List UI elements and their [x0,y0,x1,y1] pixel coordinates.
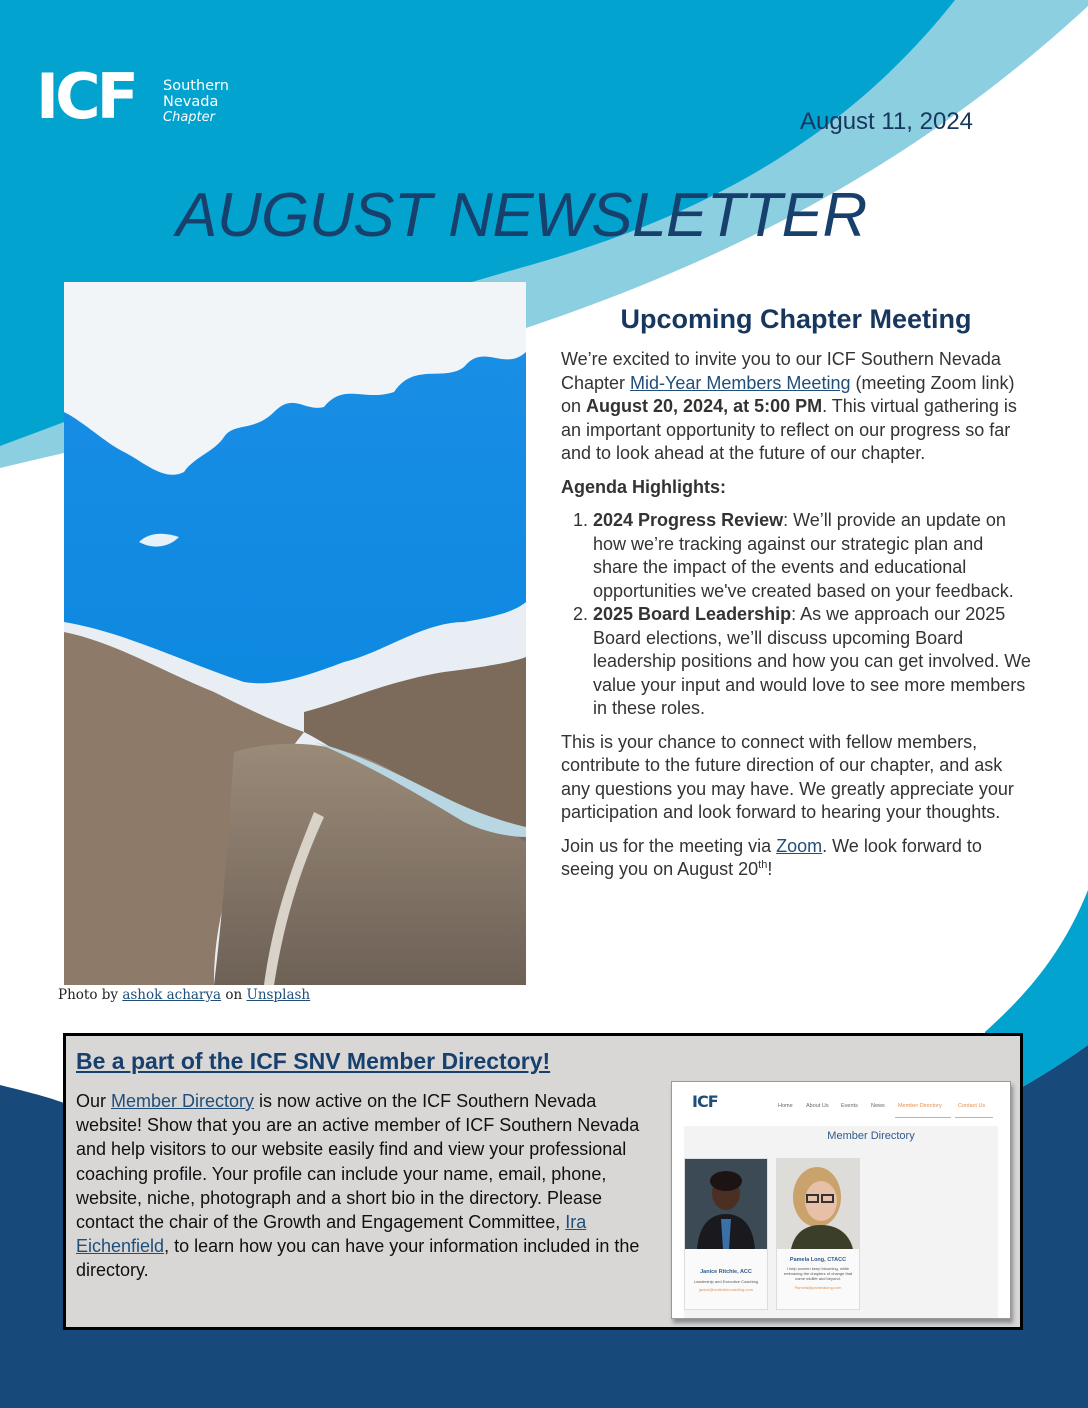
agenda-label: Agenda Highlights: [561,476,726,497]
newsletter-title: AUGUST NEWSLETTER [176,181,867,250]
agenda-list [561,509,1031,721]
member-card: Janice Ritchie, ACC Leadership and Executive Coaching janice@coritchiecoaching.com [684,1158,768,1310]
photo-credit: Photo by ashok acharya on Unsplash [58,987,311,1003]
logo-chapter-name: Southern Nevada Chapter [163,78,229,125]
agenda-item: 2. 2025 Board Leadership: As we approach our 2025 Board elections, we’ll discuss upcoming Board leadership positions and how you can get involved. We value your input and would love to see more members in these roles. [593,603,1031,721]
nav-about: About Us [806,1103,829,1109]
nav-events: Events [841,1103,858,1109]
upcoming-meeting-section [561,300,1031,892]
meeting-heading: Upcoming Chapter Meeting [620,304,972,334]
member-photo [685,1159,767,1249]
nav-home: Home [778,1103,793,1109]
member-card: Pamela Long, CTACC I help women keep blooming, while embracing the chapters of change that come midlife and beyond. Pamela@pamelalong.com [776,1158,860,1310]
meeting-paragraph: This is your chance to connect with fellow members, contribute to the future direction of our chapter, and ask any questions you may have. We greatly appreciate your participation and look forward to hearing your thoughts. [561,731,1014,822]
newsletter-date: August 11, 2024 [800,108,974,135]
mountain-valley-photo [64,282,526,985]
icf-logo [36,60,256,133]
logo-mark: ICF [36,60,135,133]
zoom-link[interactable]: Zoom [776,835,823,856]
agenda-item: 1. 2024 Progress Review: We’ll provide an update on how we’re tracking against our strategic plan and share the impact of the events and educational opportunities we've created based on your feedback. [593,509,1031,603]
meeting-intro: We’re excited to invite you to our ICF Southern Nevada Chapter Mid-Year Members Meeting (meeting Zoom link) on August 20, 2024, at 5:00 PM. This virtual gathering is an important opportunity to reflect on our progress so far and to look ahead at the future of our chapter. [561,349,1017,463]
ira-eichenfield-link[interactable]: Ira Eichenfield [76,1212,587,1257]
bottom-cyan-wave [985,890,1088,1032]
meeting-join: Join us for the meeting via Zoom. We look forward to seeing you on August 20th! [561,835,982,879]
nav-contact: Contact Us [958,1103,986,1109]
directory-website-screenshot [671,1081,1011,1319]
directory-text: Our Member Directory is now active on the ICF Southern Nevada website! Show that you are an active member of ICF Southern Nevada and help visitors to our website easily find and view your professional coaching profile. Your profile can include your name, email, phone, website, niche, photograph and a short bio in the directory. Please contact the chair of the Growth and Engagement Committee, Ira Eichenfield, to learn how you can have your information included in the directory. [76,1091,640,1281]
nav-news: News [871,1103,885,1109]
mini-page-heading: Member Directory [827,1130,915,1142]
photo-author-link[interactable]: ashok acharya [122,987,222,1003]
member-directory-link[interactable]: Member Directory [111,1091,255,1111]
nav-member-directory: Member Directory [898,1103,942,1109]
directory-heading: Be a part of the ICF SNV Member Directory! [76,1048,551,1074]
mini-icf-logo: ICF [692,1092,718,1111]
mid-year-meeting-link[interactable]: Mid-Year Members Meeting [630,372,851,393]
member-directory-box [63,1033,1023,1330]
member-photo [777,1159,859,1249]
unsplash-link[interactable]: Unsplash [246,987,311,1003]
